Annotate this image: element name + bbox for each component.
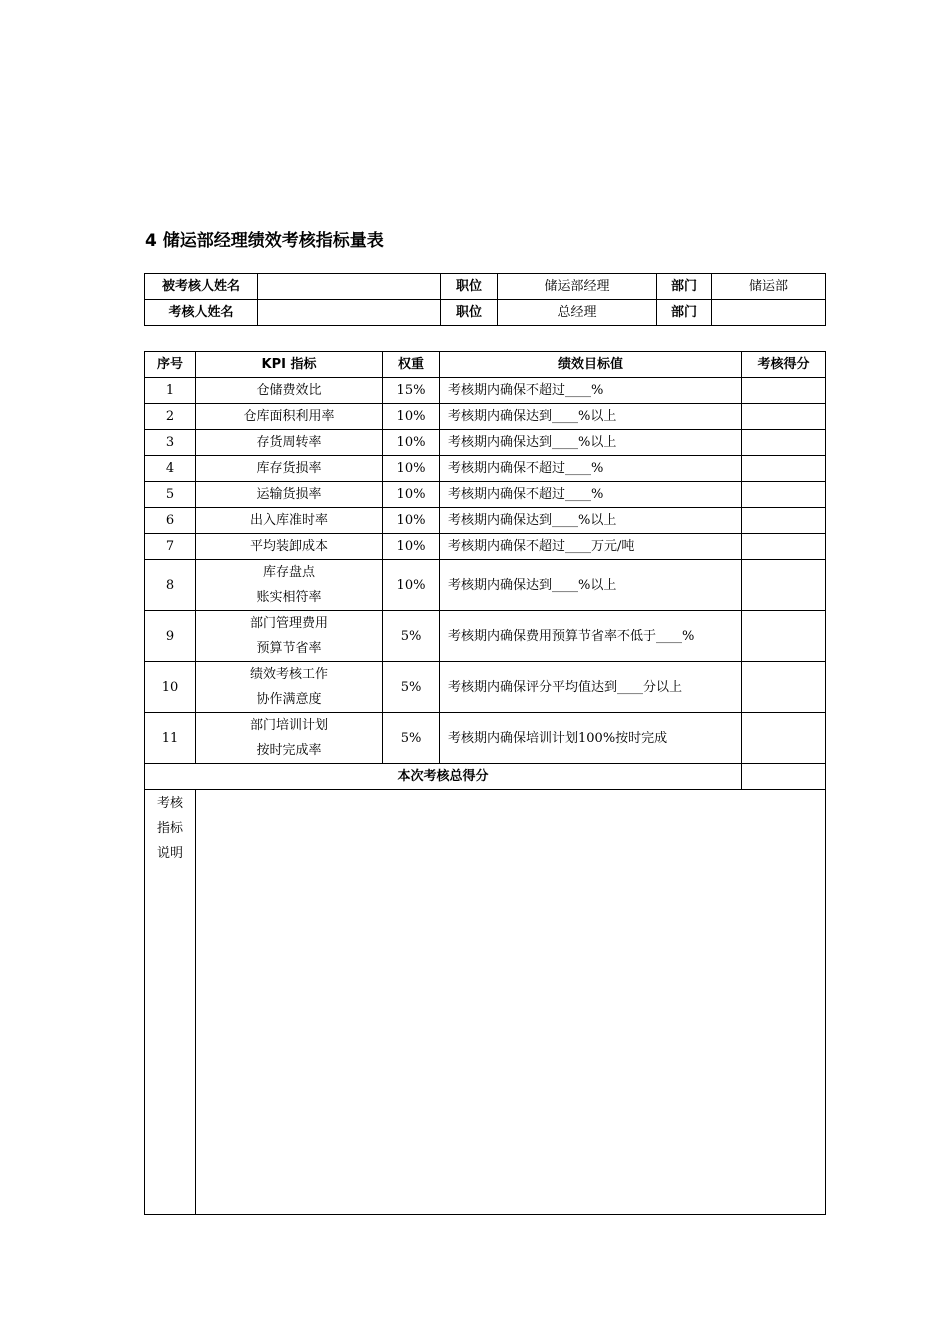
- kpi-weight: 10%: [383, 534, 440, 560]
- kpi-name-line: 按时完成率: [256, 743, 322, 758]
- kpi-name: [196, 662, 383, 713]
- kpi-row: [145, 662, 826, 713]
- total-score-field[interactable]: [742, 764, 826, 790]
- kpi-name-line: 运输货损率: [256, 487, 322, 502]
- kpi-score-field[interactable]: [742, 508, 826, 534]
- kpi-row: [145, 404, 826, 430]
- examiner-name-label: 考核人姓名: [145, 300, 258, 326]
- page-title: 4 储运部经理绩效考核指标量表: [145, 231, 384, 251]
- kpi-no: 4: [145, 456, 196, 482]
- kpi-name-line: 协作满意度: [256, 692, 322, 707]
- examinee-name-label: 被考核人姓名: [145, 274, 258, 300]
- kpi-target: 考核期内确保不超过____%: [440, 482, 742, 508]
- info-table: [144, 273, 826, 326]
- header-weight: 权重: [383, 352, 440, 378]
- kpi-score-field[interactable]: [742, 560, 826, 611]
- kpi-weight: 5%: [383, 662, 440, 713]
- kpi-no: 7: [145, 534, 196, 560]
- kpi-weight: 10%: [383, 560, 440, 611]
- kpi-weight: 10%: [383, 404, 440, 430]
- kpi-score-field[interactable]: [742, 378, 826, 404]
- notes-label: [145, 790, 196, 1215]
- kpi-no: 8: [145, 560, 196, 611]
- kpi-weight: 10%: [383, 456, 440, 482]
- examiner-name-field[interactable]: [258, 300, 441, 326]
- kpi-row: [145, 611, 826, 662]
- kpi-no: 9: [145, 611, 196, 662]
- kpi-row: [145, 534, 826, 560]
- kpi-no: 2: [145, 404, 196, 430]
- examiner-position-label: 职位: [441, 300, 498, 326]
- kpi-weight: 5%: [383, 713, 440, 764]
- total-score-label: 本次考核总得分: [145, 764, 742, 790]
- kpi-row: [145, 378, 826, 404]
- kpi-weight: 10%: [383, 482, 440, 508]
- kpi-name-line: 账实相符率: [256, 590, 322, 605]
- kpi-no: 11: [145, 713, 196, 764]
- kpi-name-line: 部门培训计划: [249, 718, 328, 733]
- kpi-score-field[interactable]: [742, 611, 826, 662]
- kpi-no: 10: [145, 662, 196, 713]
- kpi-name: [196, 508, 383, 534]
- kpi-row: [145, 430, 826, 456]
- kpi-row: [145, 482, 826, 508]
- notes-label-line: 考核: [156, 796, 183, 811]
- examiner-position-value: 总经理: [498, 300, 657, 326]
- kpi-name-line: 出入库准时率: [249, 513, 328, 528]
- kpi-name: [196, 482, 383, 508]
- kpi-score-field[interactable]: [742, 713, 826, 764]
- kpi-row: [145, 456, 826, 482]
- kpi-no: 6: [145, 508, 196, 534]
- examinee-name-field[interactable]: [258, 274, 441, 300]
- kpi-target: 考核期内确保培训计划100%按时完成: [440, 713, 742, 764]
- info-row-examinee: [145, 274, 826, 300]
- kpi-name: [196, 713, 383, 764]
- kpi-score-field[interactable]: [742, 662, 826, 713]
- kpi-name: [196, 456, 383, 482]
- kpi-weight: 5%: [383, 611, 440, 662]
- kpi-target: 考核期内确保评分平均值达到____分以上: [440, 662, 742, 713]
- kpi-target: 考核期内确保费用预算节省率不低于____%: [440, 611, 742, 662]
- header-no: 序号: [145, 352, 196, 378]
- kpi-score-field[interactable]: [742, 534, 826, 560]
- kpi-name: [196, 560, 383, 611]
- kpi-target: 考核期内确保不超过____万元/吨: [440, 534, 742, 560]
- kpi-row: [145, 713, 826, 764]
- kpi-no: 3: [145, 430, 196, 456]
- examiner-dept-label: 部门: [657, 300, 712, 326]
- kpi-score-field[interactable]: [742, 404, 826, 430]
- kpi-name-line: 部门管理费用: [249, 616, 328, 631]
- header-target: 绩效目标值: [440, 352, 742, 378]
- kpi-name-line: 库存盘点: [262, 565, 315, 580]
- kpi-table: [144, 351, 826, 1215]
- info-row-examiner: [145, 300, 826, 326]
- kpi-weight: 15%: [383, 378, 440, 404]
- examinee-dept-value: 储运部: [712, 274, 826, 300]
- kpi-score-field[interactable]: [742, 456, 826, 482]
- examiner-dept-field[interactable]: [712, 300, 826, 326]
- kpi-row: [145, 508, 826, 534]
- kpi-name: [196, 378, 383, 404]
- kpi-target: 考核期内确保达到____%以上: [440, 404, 742, 430]
- kpi-score-field[interactable]: [742, 482, 826, 508]
- kpi-target: 考核期内确保达到____%以上: [440, 430, 742, 456]
- kpi-weight: 10%: [383, 430, 440, 456]
- kpi-header-row: [145, 352, 826, 378]
- examinee-dept-label: 部门: [657, 274, 712, 300]
- header-score: 考核得分: [742, 352, 826, 378]
- kpi-no: 1: [145, 378, 196, 404]
- kpi-name-line: 存货周转率: [256, 435, 322, 450]
- kpi-name: [196, 611, 383, 662]
- kpi-score-field[interactable]: [742, 430, 826, 456]
- kpi-name-line: 库存货损率: [256, 461, 322, 476]
- kpi-target: 考核期内确保不超过____%: [440, 378, 742, 404]
- kpi-target: 考核期内确保不超过____%: [440, 456, 742, 482]
- header-kpi: KPI 指标: [196, 352, 383, 378]
- kpi-row: [145, 560, 826, 611]
- notes-label-line: 说明: [156, 846, 183, 861]
- kpi-name-line: 仓储费效比: [256, 383, 322, 398]
- kpi-target: 考核期内确保达到____%以上: [440, 560, 742, 611]
- kpi-name: [196, 430, 383, 456]
- kpi-name-line: 预算节省率: [256, 641, 322, 656]
- total-row: [145, 764, 826, 790]
- kpi-name-line: 绩效考核工作: [249, 667, 328, 682]
- kpi-name: [196, 534, 383, 560]
- kpi-name-line: 平均装卸成本: [249, 539, 328, 554]
- notes-label-line: 指标: [156, 821, 183, 836]
- kpi-name: [196, 404, 383, 430]
- kpi-target: 考核期内确保达到____%以上: [440, 508, 742, 534]
- kpi-no: 5: [145, 482, 196, 508]
- kpi-name-line: 仓库面积利用率: [243, 409, 335, 424]
- notes-field[interactable]: [196, 790, 826, 1215]
- examinee-position-value: 储运部经理: [498, 274, 657, 300]
- notes-row: [145, 790, 826, 1215]
- examinee-position-label: 职位: [441, 274, 498, 300]
- kpi-weight: 10%: [383, 508, 440, 534]
